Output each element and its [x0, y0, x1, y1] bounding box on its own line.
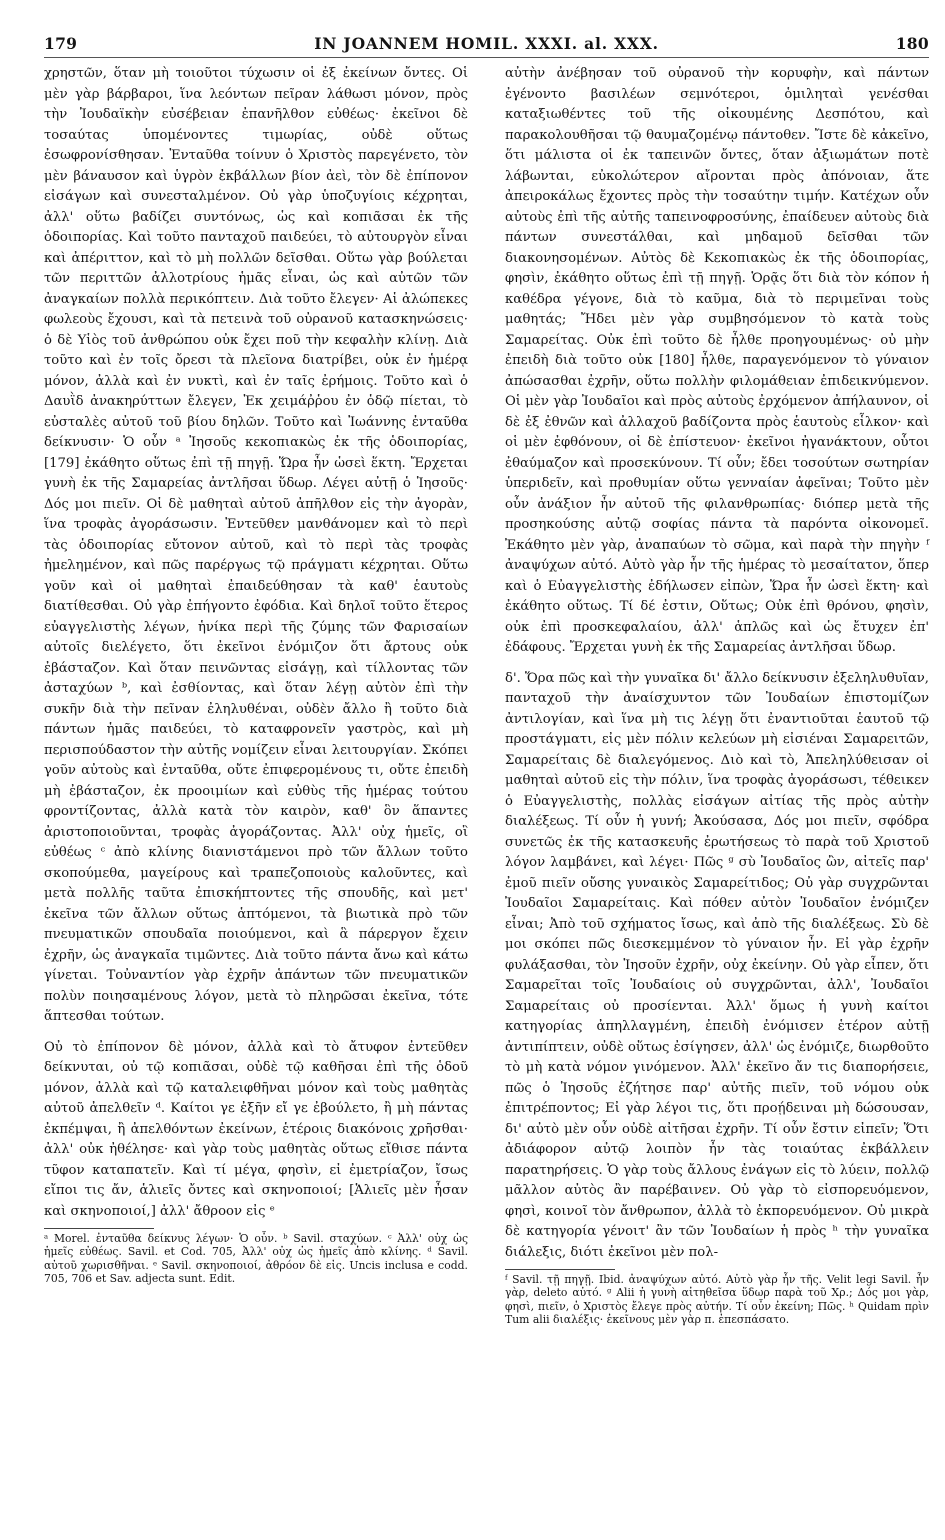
- left-footnotes: ᵃ Morel. ἐνταῦθα δείκνυς λέγων· Ὁ οὖν. ᵇ Savil. σταχύων. ᶜ Ἀλλ' οὐχ ὡς ἡμεῖς εὐθέως. Savil. et Cod. 705, Ἀλλ' οὐχ ὡς ἡμεῖς ἀπὸ κλίνης. ᵈ Savil. αὐτοῦ χωρισθῆναι. ᵉ Savil. σκηνοποιοί, ἀθρόον δὲ εἰς. Uncis inclusa e codd. 705, 706 et Sav. adjecta sunt. Edit.: [44, 1232, 468, 1286]
- right-column: [505, 64, 929, 1327]
- right-paragraph-2: δ'. Ὅρα πῶς καὶ τὴν γυναῖκα δι' ἄλλο δείκνυσιν ἐξεληλυθυῖαν, πανταχοῦ τὴν ἀναίσχυντον τῶν Ἰουδαίων ἐπιστομίζων ἀντιλογίαν, καὶ ἵνα μὴ τις λέγῃ ὅτι ἐναντιοῦται ἑαυτοῦ τῷ προστάγματι, εἰς μὲν πόλιν κελεύων μὴ εἰσιέναι Σαμαρειτῶν, Σαμαρείταις δὲ διαλεγόμενος. Διὸ καὶ τὸ, Ἀπεληλύθεισαν οἱ μαθηταὶ αὐτοῦ εἰς τὴν πόλιν, ἵνα τροφὰς ἀγοράσωσι, τέθεικεν ὁ Εὐαγγελιστὴς, πολλὰς εἰσάγων αἰτίας τῆς πρὸς αὐτὴν διαλέξεως. Τί οὖν ἡ γυνή; Ἀκούσασα, Δός μοι πιεῖν, σφόδρα συνετῶς ἐκ τῆς κατασκευῆς ἐρωτήσεως τὸ παρὰ τοῦ Χριστοῦ λόγον λαμβάνει, καὶ λέγει· Πῶς ᵍ σὺ Ἰουδαῖος ὢν, αἰτεῖς παρ' ἐμοῦ πιεῖν οὔσης γυναικὸς Σαμαρείτιδος; Οὐ γὰρ συγχρῶνται Ἰουδαῖοι Σαμαρείταις. Καὶ πόθεν αὐτὸν Ἰουδαῖον ἐνόμιζεν εἶναι; Ἀπὸ τοῦ σχήματος ἴσως, καὶ ἀπὸ τῆς διαλέξεως. Σὺ δὲ μοι σκόπει πῶς διεσκεμμένον τὸ γύναιον ἦν. Εἰ γὰρ ἐχρῆν φυλάξασθαι, τὸν Ἰησοῦν ἐχρῆν, οὐχ ἐκείνην. Οὐ γὰρ εἶπεν, ὅτι Σαμαρεῖται τοῖς Ἰουδαίοις οὐ συγχρῶνται, ἀλλ', Ἰουδαῖοι Σαμαρείταις οὐ προσίενται. Ἀλλ' ὅμως ἡ γυνὴ καίτοι κατηγορίας ἀπηλλαγμένη, ἐπειδὴ ἐνόμισεν ἑτέρον αὐτῇ ἀντιπίπτειν, οὐδὲ οὕτως ἐσίγησεν, ἀλλ' ὡς ἐνόμιζε, διωρθοῦτο τὸ μὴ κατὰ νόμον γινόμενον. Ἀλλ' ἐκεῖνο ἄν τις διαπορήσειε, πῶς ὁ Ἰησοῦς ἐζήτησε παρ' αὐτῆς πιεῖν, τοῦ νόμου οὐκ ἐπιτρέποντος; Εἰ γὰρ λέγοι τις, ὅτι προῄδειναι μὴ δώσουσαν, δι' αὐτὸ μὲν οὖν οὐδὲ αἰτῆσαι ἐχρῆν. Τί οὖν ἔστιν εἰπεῖν; Ὅτι ἀδιάφορον αὐτῷ λοιπὸν ἦν τὰς τοιαύτας ἐκβάλλειν παρατηρήσεις. Ὁ γὰρ τοὺς ἄλλους ἐνάγων εἰς τὸ λύειν, πολλῷ μᾶλλον αὐτὸς ἂν παρέβαινεν. Οὐ γὰρ τὸ εἰσπορευόμενον, φησὶ, κοινοῖ τὸν ἄνθρωπον, ἀλλὰ τὸ ἐκπορευόμενον. Οὐ μικρὰ δὲ κατηγορία γένοιτ' ἂν τῶν Ἰουδαίων ἡ πρὸς ʰ τὴν γυναῖκα διάλεξις, διότι ἐκεῖνοι μὲν πολ-: [505, 670, 929, 1260]
- two-column-body: [44, 64, 929, 1327]
- paragraph-gap: [505, 659, 929, 669]
- right-page-number: 180: [895, 34, 929, 53]
- right-paragraph-1: αὐτὴν ἀνέβησαν τοῦ οὐρανοῦ τὴν κορυφὴν, καὶ πάντων ἐγένοντο βασιλέων σεμνότεροι, ὁμιληταὶ γενέσθαι καταξιωθέντες τοῦ τῆς οἰκουμένης Δεσπότου, καὶ παρακολουθῆσαι τῷ θαυμαζομένῳ πάντοθεν. Ἴστε δὲ κἀκεῖνο, ὅτι μάλιστα οἱ ἐκ ταπεινῶν ὄντες, ὅταν ἀξιωμάτων ποτὲ λάβωνται, εὐκολώτερον αἴρονται πρὸς ἀπόνοιαν, ἅτε ἀπειροκάλως ἔχοντες πρὸς τὴν τοσαύτην τιμήν. Κατέχων οὖν αὐτοὺς ἐπὶ τῆς αὐτῆς ταπεινοφροσύνης, ἐπαίδευεν αὐτοὺς διὰ πάντων συνεστάλθαι, καὶ μηδαμοῦ δεῖσθαι τῶν διακονησομένων. Αὐτὸς δὲ Κεκοπιακὼς ἐκ τῆς ὁδοιπορίας, φησὶν, ἐκάθητο οὕτως ἐπὶ τῇ πηγῇ. Ὁρᾷς ὅτι διὰ τὸν κόπον ἡ καθέδρα γέγονε, διὰ τὸ καῦμα, διὰ τὸ περιμεῖναι τοὺς μαθητάς; Ἤδει μὲν γὰρ συμβησόμενον τὸ κατὰ τοὺς Σαμαρείτας. Οὐκ ἐπὶ τοῦτο δὲ ἦλθε προηγουμένως· οὐ μὴν ἐπειδὴ διὰ τοῦτο οὐκ [180] ἦλθε, παραγενόμενον τὸ γύναιον ἀπώσασθαι ἐχρῆν, οὕτω πολλὴν φιλομάθειαν ἐπιδεικνύμενον. Οἱ μὲν γὰρ Ἰουδαῖοι καὶ πρὸς αὐτοὺς ἐρχόμενον ἀπήλαυνον, οἱ δὲ ἐξ ἐθνῶν καὶ ἀλλαχοῦ βαδίζοντα πρὸς ἑαυτοὺς εἷλκον· καὶ οἱ μὲν ἐφθόνουν, οἱ δὲ ἐπίστευον· ἐκεῖνοι ἠγανάκτουν, οὗτοι ἐθαύμαζον καὶ προσεκύνουν. Τί οὖν; ἔδει τοσούτων σωτηρίαν ὑπεριδεῖν, καὶ προθυμίαν οὕτω γενναίαν ἀφεῖναι; Τοῦτο μὲν οὖν ἀνάξιον ἦν αὐτοῦ τῆς φιλανθρωπίας· διόπερ μετὰ τῆς προσηκούσης αὐτῷ σοφίας πάντα τὰ παρόντα οἰκονομεῖ. Ἐκάθητο μὲν γὰρ, ἀναπαύων τὸ σῶμα, καὶ παρὰ τὴν πηγὴν ᶠ ἀναψύχων αὐτό. Αὐτὸ γὰρ ἦν τῆς ἡμέρας τὸ μεσαίτατον, ὅπερ καὶ ὁ Εὐαγγελιστὴς ἐδήλωσεν εἰπὼν, Ὥρα ἦν ὡσεὶ ἕκτη· καὶ ἐκάθητο οὕτως. Τί δέ ἐστιν, Οὕτως; Οὐκ ἐπὶ θρόνου, φησὶν, οὐκ ἐπὶ προσκεφαλαίου, ἀλλ' ἁπλῶς καὶ ὡς ἔτυχεν ἐπ' ἐδάφους. Ἔρχεται γυνὴ ἐκ τῆς Σαμαρείας ἀντλῆσαι ὕδωρ.: [505, 66, 929, 655]
- footnote-rule: [44, 1228, 154, 1229]
- left-page-number: 179: [44, 34, 78, 53]
- left-column: [44, 64, 468, 1327]
- paragraph-gap: [44, 1028, 468, 1038]
- right-footnotes: ᶠ Savil. τῇ πηγῇ. Ibid. ἀναψύχων αὐτό. Αὐτὸ γὰρ ἦν τῆς. Velit legi Savil. ἦν γὰρ, deleto αὐτό. ᵍ Alii ἡ γυνὴ αἰτηθεῖσα ὕδωρ παρὰ τοῦ Χρ.; Δός μοι γὰρ, φησὶ, πιεῖν, ὁ Χριστὸς ἔλεγε πρὸς αὐτήν. Τί οὖν ἐκείνη; Πῶς. ʰ Quidam πρὶν Tum alii διαλέξις· ἐκεῖνους μὲν γὰρ π. ἐπεσπάσατο.: [505, 1273, 929, 1327]
- left-paragraph-1: χρηστῶν, ὅταν μὴ τοιοῦτοι τύχωσιν οἱ ἐξ ἐκείνων ὄντες. Οἱ μὲν γὰρ βάρβαροι, ἵνα λεόντων πεῖραν λάθωσι μόνον, πρὸς τὴν Ἰουδαϊκὴν εὐσέβειαν ἐπανῆλθον εὐθέως· ἐκεῖνοι δὲ τοσαύτας ὑπομένοντες τιμωρίας, οὐδὲ οὕτως ἐσωφρονίσθησαν. Ἐνταῦθα τοίνυν ὁ Χριστὸς παρεγένετο, τὸν μὲν βάναυσον καὶ ὑγρὸν ἐκβάλλων βίον ἀεὶ, τὸν δὲ ἐπίπονον εἰσάγων καὶ συνεσταλμένον. Οὐ γὰρ ὑποζυγίοις κέχρηται, ἀλλ' οὕτω βαδίζει συντόνως, ὡς καὶ κοπιᾶσαι ἐκ τῆς ὁδοιπορίας. Καὶ τοῦτο πανταχοῦ παιδεύει, τὸ αὐτουργὸν εἶναι καὶ ἀπέριττον, καὶ τὸ μὴ πολλῶν δεῖσθαι. Οὕτω γὰρ βούλεται τῶν περιττῶν ἀλλοτρίους ἡμᾶς εἶναι, ὡς καὶ αὐτῶν τῶν ἀναγκαίων πολλὰ περικόπτειν. Διὰ τοῦτο ἔλεγεν· Αἱ ἀλώπεκες φωλεοὺς ἔχουσι, καὶ τὰ πετεινὰ τοῦ οὐρανοῦ κατασκηνώσεις· ὁ δὲ Υἱὸς τοῦ ἀνθρώπου οὐκ ἔχει ποῦ τὴν κεφαλὴν κλίνῃ. Διὰ τοῦτο καὶ ἐν τοῖς ὄρεσι τὰ πλεῖονα διατρίβει, οὐκ ἐν ἡμέρᾳ μόνον, ἀλλὰ καὶ ἐν νυκτὶ, καὶ ἐν ταῖς ἐρήμοις. Τοῦτο καὶ ὁ Δαυῒδ ἀνακηρύττων ἔλεγεν, Ἐκ χειμάῤῥου ἐν ὁδῷ πίεται, τὸ εὐσταλὲς αὐτοῦ τοῦ βίου δηλῶν. Τοῦτο καὶ Ἰωάννης ἐνταῦθα δείκνυσιν· Ὁ οὖν ᵃ Ἰησοῦς κεκοπιακὼς ἐκ τῆς ὁδοιπορίας, [179] ἐκάθητο οὕτως ἐπὶ τῇ πηγῇ. Ὥρα ἦν ὡσεὶ ἕκτη. Ἔρχεται γυνὴ ἐκ τῆς Σαμαρείας ἀντλῆσαι ὕδωρ. Λέγει αὐτῇ ὁ Ἰησοῦς· Δός μοι πιεῖν. Οἱ δὲ μαθηταὶ αὐτοῦ ἀπῆλθον εἰς τὴν ἀγορὰν, ἵνα τροφὰς ἀγοράσωσιν. Ἐντεῦθεν μανθάνομεν καὶ τὸ περὶ τὰς ὁδοιπορίας εὔτονον αὐτοῦ, καὶ τὸ περὶ τὰς τροφὰς ἠμελημένον, καὶ πῶς παρέργως τῷ πράγματι κέχρηται. Οὕτω γοῦν καὶ οἱ μαθηταὶ ἐπαιδεύθησαν τὰ καθ' ἑαυτοὺς διατίθεσθαι. Οὐ γὰρ ἐπήγοντο ἐφόδια. Καὶ δηλοῖ τοῦτο ἕτερος εὐαγγελιστὴς λέγων, ἡνίκα περὶ τῆς ζύμης τῶν Φαρισαίων αὐτοῖς διελέγετο, ὅτι ἐκεῖνοι ἐνόμιζον ὅτι ἄρτους οὐκ ἐβάσταζον. Καὶ ὅταν πεινῶντας εἰσάγῃ, καὶ τίλλοντας τῶν ἀσταχύων ᵇ, καὶ ἐσθίοντας, καὶ ὅταν λέγῃ αὐτὸν ἐπὶ τὴν συκῆν διὰ τὴν πεῖναν ἐληλυθέναι, οὐδὲν ἄλλο ἢ τοῦτο διὰ πάντων ἡμᾶς παιδεύει, τὸ καταφρονεῖν γαστρὸς, καὶ μὴ περισπούδαστον τὴν αὐτῆς νομίζειν εἶναι λειτουργίαν. Σκόπει γοῦν αὐτοὺς καὶ ἐνταῦθα, οὔτε ἐπιφερομένους τι, οὔτε ἐπειδὴ μὴ ἐβάσταζον, ἐκ προοιμίων καὶ εὐθὺς τῆς ἡμέρας τούτου φροντίζοντας, ἀλλὰ κατὰ τὸν καιρὸν, καθ' ὃν ἅπαντες ἀριστοποιοῦνται, τροφὰς ἀγοράζοντας. Ἀλλ' οὐχ ἡμεῖς, οἳ εὐθέως ᶜ ἀπὸ κλίνης διανιστάμενοι πρὸ τῶν ἄλλων τοῦτο σκοπούμεθα, μαγείρους καὶ τραπεζοποιοὺς καλοῦντες, καὶ μετὰ πολλῆς ταῦτα ἐπισκήπτοντες τῆς σπουδῆς, καὶ μετ' ἐκεῖνα τῶν ἄλλων οὕτως ἁπτόμενοι, τὰ βιωτικὰ πρὸ τῶν πνευματικῶν σπουδαῖα ποιούμενοι, καὶ ἃ πάρεργον ἔχειν ἐχρῆν, ὡς ἀναγκαῖα τιμῶντες. Διὰ τοῦτο πάντα ἄνω καὶ κάτω γίνεται. Τοὐναντίον γὰρ ἐχρῆν ἁπάντων τῶν πνευματικῶν πολὺν ποιησαμένους λόγον, μετὰ τὸ πληρῶσαι ἐκεῖνα, τότε ἅπτεσθαι τούτων.: [44, 66, 468, 1024]
- left-paragraph-2: Οὐ τὸ ἐπίπονον δὲ μόνον, ἀλλὰ καὶ τὸ ἄτυφον ἐντεῦθεν δείκνυται, οὐ τῷ κοπιᾶσαι, οὐδὲ τῷ καθῆσαι ἐπὶ τῆς ὁδοῦ μόνον, ἀλλὰ καὶ τῷ καταλειφθῆναι μόνον καὶ τοὺς μαθητὰς αὐτοῦ ἀπελθεῖν ᵈ. Καίτοι γε ἐξῆν εἴ γε ἐβούλετο, ἢ μὴ πάντας ἐκπέμψαι, ἢ ἀπελθόντων ἐκείνων, ἑτέροις διακόνοις χρῆσθαι· ἀλλ' οὐκ ἠθέλησε· καὶ γὰρ τοὺς μαθητὰς οὕτως εἴθισε πάντα τῦφον καταπατεῖν. Καὶ τί μέγα, φησὶν, εἰ ἐμετρίαζον, ἴσως εἴποι τις ἄν, ἁλιεῖς ὄντες καὶ σκηνοποιοί; [Ἁλιεῖς μὲν ἦσαν καὶ σκηνοποιοί,] ἀλλ' ἄθροον εἰς ᵉ: [44, 1039, 468, 1219]
- footnote-rule: [505, 1269, 615, 1270]
- running-title: IN JOANNEM HOMIL. XXXI. al. XXX.: [314, 34, 659, 53]
- running-header: [44, 34, 929, 58]
